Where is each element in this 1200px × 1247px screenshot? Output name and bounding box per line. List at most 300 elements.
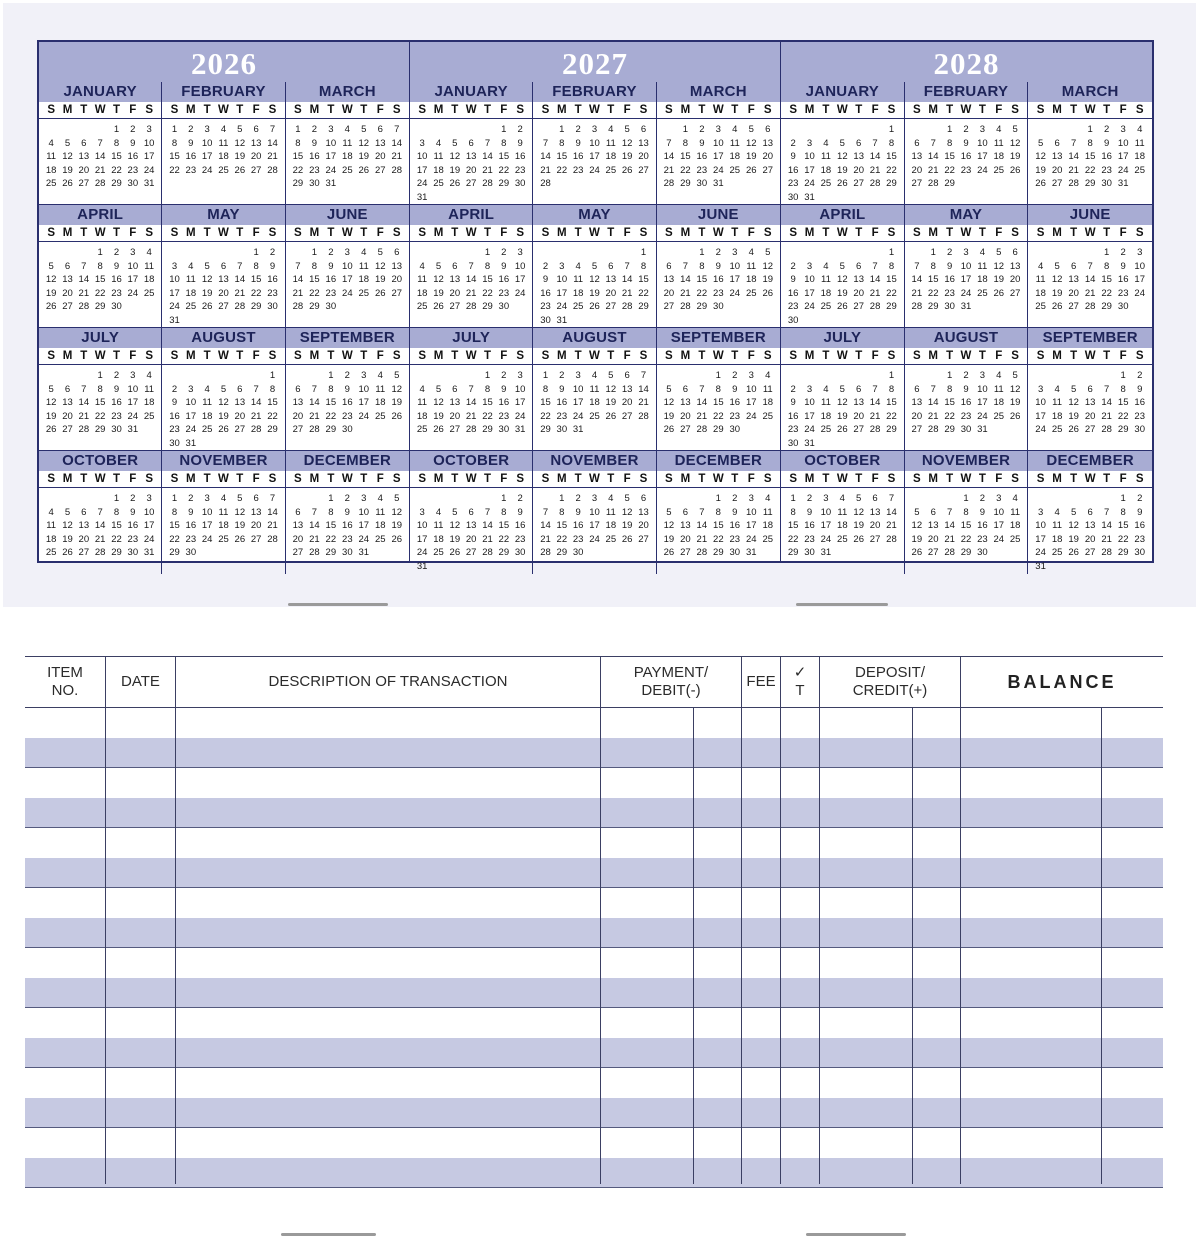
day-number: 2 [344, 370, 350, 381]
day-number: 1 [542, 370, 549, 381]
weekday-letter: W [1084, 473, 1096, 485]
day-number: 16 [325, 274, 337, 285]
weekday-letter: S [887, 104, 896, 116]
weekday-letter: F [995, 104, 1003, 116]
weekday-header [162, 102, 284, 119]
day-number: 10 [358, 506, 370, 518]
day-number: 13 [465, 151, 477, 162]
day-number: 19 [911, 533, 923, 545]
day-number: 6 [914, 137, 920, 149]
day-number: 4 [146, 247, 152, 258]
month-september [657, 328, 780, 451]
day-number: 12 [993, 260, 1005, 272]
day-number: 27 [62, 424, 73, 435]
day-number: 7 [699, 383, 705, 395]
weekday-header [781, 471, 904, 488]
weekday-header [781, 102, 904, 119]
day-number: 25 [433, 547, 444, 558]
day-number: 8 [946, 383, 953, 395]
day-number: 23 [787, 178, 799, 189]
day-number: 2 [806, 493, 813, 504]
day-number: 4 [839, 493, 845, 504]
weekday-letter: T [822, 104, 830, 116]
day-number: 29 [540, 424, 551, 435]
day-number: 21 [465, 287, 477, 299]
weekday-letter: S [268, 104, 277, 116]
day-blank [851, 246, 867, 260]
day-number: 20 [853, 410, 864, 422]
day-number: 16 [729, 397, 741, 408]
day-number: 24 [993, 533, 1005, 545]
weekday-header [39, 471, 161, 488]
day-number: 25 [993, 164, 1005, 176]
day-number: 16 [127, 520, 139, 531]
day-number: 20 [853, 287, 864, 299]
day-number: 23 [498, 287, 510, 299]
day-number: 30 [342, 424, 353, 435]
day-number: 19 [663, 533, 675, 545]
month-march [1028, 82, 1152, 205]
year-title: 2026 [39, 42, 409, 82]
day-blank [447, 369, 463, 383]
day-number: 6 [666, 260, 672, 272]
weekday-letter: T [855, 227, 863, 239]
weekday-letter: S [516, 350, 524, 362]
day-number: 9 [542, 274, 549, 285]
day-number: 28 [886, 533, 897, 545]
day-number: 8 [1104, 260, 1110, 272]
day-number: 29 [292, 178, 304, 189]
day-blank [232, 246, 248, 260]
day-number: 26 [45, 424, 57, 435]
month-june [657, 205, 780, 328]
day-number: 24 [977, 410, 988, 422]
day-number: 13 [853, 151, 864, 162]
day-number: 10 [325, 137, 337, 149]
day-number: 28 [309, 424, 320, 435]
day-number: 14 [869, 274, 881, 285]
day-number: 8 [97, 383, 103, 395]
day-number: 31 [960, 301, 972, 312]
day-number: 16 [729, 520, 741, 531]
weekday-letter: S [639, 104, 648, 116]
day-number: 12 [433, 397, 444, 408]
day-number: 1 [253, 247, 259, 258]
day-number: 12 [663, 520, 675, 531]
day-number: 7 [484, 137, 491, 149]
day-number: 11 [218, 506, 229, 518]
day-number: 3 [171, 260, 178, 272]
weekday-letter: T [451, 227, 459, 239]
calendar-page [3, 3, 1196, 607]
day-number: 2 [542, 260, 549, 272]
month-october [39, 451, 162, 574]
day-number: 30 [127, 178, 139, 189]
day-number: 30 [729, 424, 741, 435]
day-number: 11 [821, 274, 831, 285]
weekday-letter: T [1103, 104, 1111, 116]
day-number: 22 [292, 164, 304, 176]
day-number: 20 [1068, 287, 1079, 299]
day-number: 19 [993, 274, 1005, 285]
day-number: 15 [1117, 397, 1129, 408]
day-number: 23 [1101, 164, 1112, 176]
day-number: 2 [328, 247, 334, 258]
day-number: 23 [342, 410, 353, 422]
day-number: 27 [927, 547, 939, 558]
day-number: 28 [309, 547, 320, 558]
weekday-letter: S [418, 350, 426, 362]
day-number: 20 [78, 164, 90, 176]
register-cents-rule [693, 708, 694, 1184]
day-number: 6 [237, 383, 243, 395]
day-number: 16 [342, 520, 353, 531]
day-number: 6 [452, 260, 458, 272]
register-row-stripe [25, 978, 1163, 1008]
day-number: 6 [914, 383, 920, 395]
day-number: 1 [888, 124, 895, 135]
day-number: 27 [1084, 424, 1096, 435]
weekday-letter: S [763, 227, 772, 239]
day-number: 18 [745, 274, 757, 285]
day-number: 25 [374, 410, 386, 422]
weekday-letter: T [1070, 227, 1078, 239]
day-number: 31 [1117, 178, 1129, 189]
month-name: AUGUST [533, 328, 655, 348]
weekday-letter: S [294, 350, 302, 362]
day-number: 14 [869, 151, 881, 162]
day-number: 3 [361, 493, 367, 504]
weekday-letter: T [236, 350, 244, 362]
weekday-letter: S [170, 473, 179, 485]
day-number: 8 [295, 137, 301, 149]
day-number: 13 [218, 274, 229, 285]
day-number: 6 [765, 124, 771, 135]
day-number: 11 [821, 151, 831, 162]
day-number: 15 [713, 397, 724, 408]
day-number: 10 [1117, 137, 1129, 149]
month-name: FEBRUARY [162, 82, 284, 102]
day-number: 21 [482, 164, 493, 176]
month-january [39, 82, 162, 205]
day-number: 17 [713, 151, 724, 162]
day-number: 14 [911, 274, 923, 285]
day-number: 15 [680, 151, 691, 162]
day-blank [1065, 492, 1082, 506]
day-number: 29 [498, 178, 510, 189]
day-number: 17 [185, 410, 197, 422]
day-number: 27 [621, 410, 633, 422]
day-number: 21 [1068, 164, 1079, 176]
day-number: 4 [1054, 506, 1060, 518]
day-number: 12 [1068, 520, 1079, 531]
day-blank [430, 123, 446, 137]
day-number: 14 [78, 397, 90, 408]
day-number: 6 [253, 124, 259, 135]
day-number: 30 [111, 424, 122, 435]
weekday-letter: F [129, 350, 137, 362]
day-number: 24 [960, 287, 972, 299]
weekday-letter: T [1103, 473, 1111, 485]
weekday-letter: T [607, 104, 615, 116]
day-number: 27 [250, 533, 262, 545]
day-number: 25 [729, 164, 741, 176]
day-grid [781, 488, 904, 560]
day-number: 20 [927, 533, 939, 545]
month-march [657, 82, 780, 205]
months-grid [781, 82, 1152, 574]
day-number: 12 [433, 274, 444, 285]
day-number: 7 [237, 260, 243, 272]
day-number: 20 [621, 397, 633, 408]
day-number: 26 [218, 424, 229, 435]
weekday-letter: M [804, 350, 815, 362]
day-number: 8 [269, 383, 276, 395]
day-number: 30 [960, 424, 972, 435]
day-number: 10 [1035, 520, 1046, 531]
weekday-letter: S [516, 104, 524, 116]
day-number: 21 [1101, 410, 1112, 422]
day-number: 9 [130, 137, 136, 149]
day-number: 25 [820, 301, 832, 312]
day-number: 28 [696, 547, 708, 558]
weekday-letter: S [1135, 104, 1144, 116]
day-number: 7 [872, 383, 878, 395]
day-number: 19 [62, 164, 73, 176]
day-number: 27 [869, 533, 881, 545]
day-number: 8 [97, 260, 103, 272]
day-blank [76, 123, 92, 137]
weekday-letter: T [112, 227, 120, 239]
day-grid [162, 119, 284, 177]
weekday-letter: M [557, 227, 567, 239]
day-number: 3 [979, 124, 986, 135]
day-number: 4 [435, 137, 442, 149]
weekday-letter: M [557, 104, 567, 116]
day-number: 1 [715, 493, 721, 504]
weekday-letter: M [309, 227, 320, 239]
day-number: 3 [204, 124, 210, 135]
day-number: 15 [960, 520, 972, 531]
day-number: 14 [1068, 151, 1079, 162]
day-number: 21 [309, 533, 320, 545]
day-number: 6 [682, 383, 689, 395]
weekday-letter: T [978, 104, 986, 116]
day-number: 5 [666, 506, 672, 518]
weekday-letter: M [928, 227, 939, 239]
day-number: 20 [234, 410, 246, 422]
day-number: 27 [853, 178, 864, 189]
day-number: 1 [946, 124, 953, 135]
day-number: 26 [391, 533, 403, 545]
day-number: 22 [482, 410, 493, 422]
day-number: 4 [823, 260, 829, 272]
day-number: 28 [944, 547, 955, 558]
day-number: 13 [292, 520, 304, 531]
day-number: 5 [914, 506, 920, 518]
day-number: 27 [663, 301, 675, 312]
day-number: 27 [762, 164, 774, 176]
weekday-letter: F [871, 473, 879, 485]
day-number: 6 [1070, 260, 1077, 272]
day-number: 12 [621, 506, 633, 518]
day-number: 8 [171, 137, 178, 149]
day-number: 4 [996, 370, 1002, 381]
day-number: 13 [927, 520, 939, 531]
day-number: 24 [1035, 424, 1046, 435]
day-number: 10 [977, 137, 988, 149]
day-number: 12 [663, 397, 675, 408]
day-number: 25 [605, 164, 617, 176]
day-number: 19 [1068, 533, 1079, 545]
day-number: 13 [62, 397, 73, 408]
weekday-letter: M [928, 104, 939, 116]
day-number: 5 [624, 124, 630, 135]
day-number: 24 [820, 533, 832, 545]
day-grid [410, 119, 532, 204]
day-number: 3 [1120, 124, 1126, 135]
weekday-letter: W [836, 350, 848, 362]
day-number: 31 [713, 178, 724, 189]
day-number: 28 [869, 424, 881, 435]
day-blank [414, 246, 430, 260]
day-number: 20 [449, 410, 461, 422]
weekday-letter: T [327, 473, 335, 485]
day-blank [818, 246, 834, 260]
weekday-letter: M [804, 227, 815, 239]
day-number: 24 [977, 164, 988, 176]
weekday-header [410, 471, 532, 488]
day-number: 19 [837, 164, 848, 176]
day-number: 24 [127, 410, 139, 422]
day-number: 30 [713, 301, 724, 312]
day-number: 3 [1037, 383, 1044, 395]
weekday-letter: M [680, 350, 691, 362]
day-number: 28 [911, 301, 923, 312]
day-number: 3 [344, 247, 350, 258]
day-number: 10 [589, 506, 600, 518]
day-number: 18 [820, 287, 832, 299]
month-june [1028, 205, 1152, 328]
day-number: 31 [514, 424, 526, 435]
day-number: 1 [171, 493, 178, 504]
day-number: 31 [977, 424, 988, 435]
day-number: 22 [1117, 533, 1129, 545]
day-number: 11 [218, 137, 229, 149]
weekday-letter: F [623, 350, 631, 362]
weekday-header [286, 225, 409, 242]
day-number: 23 [169, 424, 180, 435]
day-number: 20 [869, 520, 881, 531]
day-number: 16 [713, 274, 724, 285]
day-blank [677, 492, 693, 506]
day-number: 12 [62, 520, 73, 531]
day-number: 12 [853, 506, 864, 518]
day-blank [867, 123, 883, 137]
day-blank [199, 369, 215, 383]
day-number: 6 [682, 506, 689, 518]
day-number: 29 [325, 547, 337, 558]
day-number: 30 [572, 547, 584, 558]
weekday-header [657, 348, 780, 365]
day-number: 23 [498, 410, 510, 422]
weekday-letter: S [418, 227, 426, 239]
day-number: 12 [62, 151, 73, 162]
day-grid [286, 488, 409, 560]
day-number: 26 [663, 424, 675, 435]
day-blank [941, 492, 957, 506]
day-number: 8 [1120, 383, 1126, 395]
month-july [781, 328, 905, 451]
day-number: 2 [1137, 370, 1143, 381]
day-number: 21 [94, 533, 106, 545]
day-number: 20 [762, 151, 774, 162]
day-number: 28 [94, 547, 106, 558]
day-number: 20 [911, 164, 923, 176]
register-row-stripe [25, 1158, 1163, 1188]
day-number: 30 [498, 301, 510, 312]
weekday-letter: W [836, 227, 848, 239]
weekday-letter: M [1052, 104, 1062, 116]
day-number: 25 [745, 287, 757, 299]
day-number: 23 [1134, 533, 1145, 545]
day-blank [909, 123, 925, 137]
day-blank [909, 246, 925, 260]
day-number: 23 [977, 533, 988, 545]
day-number: 27 [680, 547, 691, 558]
day-blank [1065, 123, 1082, 137]
day-number: 2 [575, 124, 581, 135]
day-number: 20 [638, 151, 649, 162]
day-number: 4 [823, 137, 829, 149]
day-number: 1 [559, 493, 565, 504]
weekday-letter: S [418, 104, 426, 116]
day-number: 5 [1012, 124, 1018, 135]
day-number: 5 [839, 260, 845, 272]
weekday-letter: F [500, 227, 508, 239]
day-number: 14 [663, 151, 675, 162]
day-grid [162, 365, 284, 450]
day-number: 19 [745, 151, 757, 162]
weekday-letter: S [170, 350, 179, 362]
day-blank [677, 246, 693, 260]
day-number: 14 [78, 274, 90, 285]
day-blank [785, 369, 801, 383]
weekday-letter: M [680, 104, 691, 116]
day-number: 31 [556, 314, 568, 326]
day-number: 30 [325, 301, 337, 312]
weekday-letter: M [557, 350, 567, 362]
month-name: MARCH [1028, 82, 1152, 102]
day-blank [603, 246, 619, 260]
weekday-letter: M [186, 350, 196, 362]
weekday-letter: T [822, 350, 830, 362]
weekday-letter: M [1052, 227, 1062, 239]
day-number: 26 [837, 178, 848, 189]
day-number: 11 [729, 137, 740, 149]
day-grid [781, 119, 904, 204]
day-number: 19 [853, 520, 864, 531]
day-number: 15 [250, 274, 262, 285]
day-number: 23 [127, 533, 139, 545]
day-number: 18 [762, 397, 774, 408]
weekday-letter: W [1084, 350, 1096, 362]
weekday-letter: F [1119, 227, 1127, 239]
day-number: 14 [638, 383, 649, 395]
day-number: 6 [608, 260, 614, 272]
weekday-letter: M [1052, 473, 1062, 485]
header-description: DESCRIPTION OF TRANSACTION [268, 673, 508, 690]
